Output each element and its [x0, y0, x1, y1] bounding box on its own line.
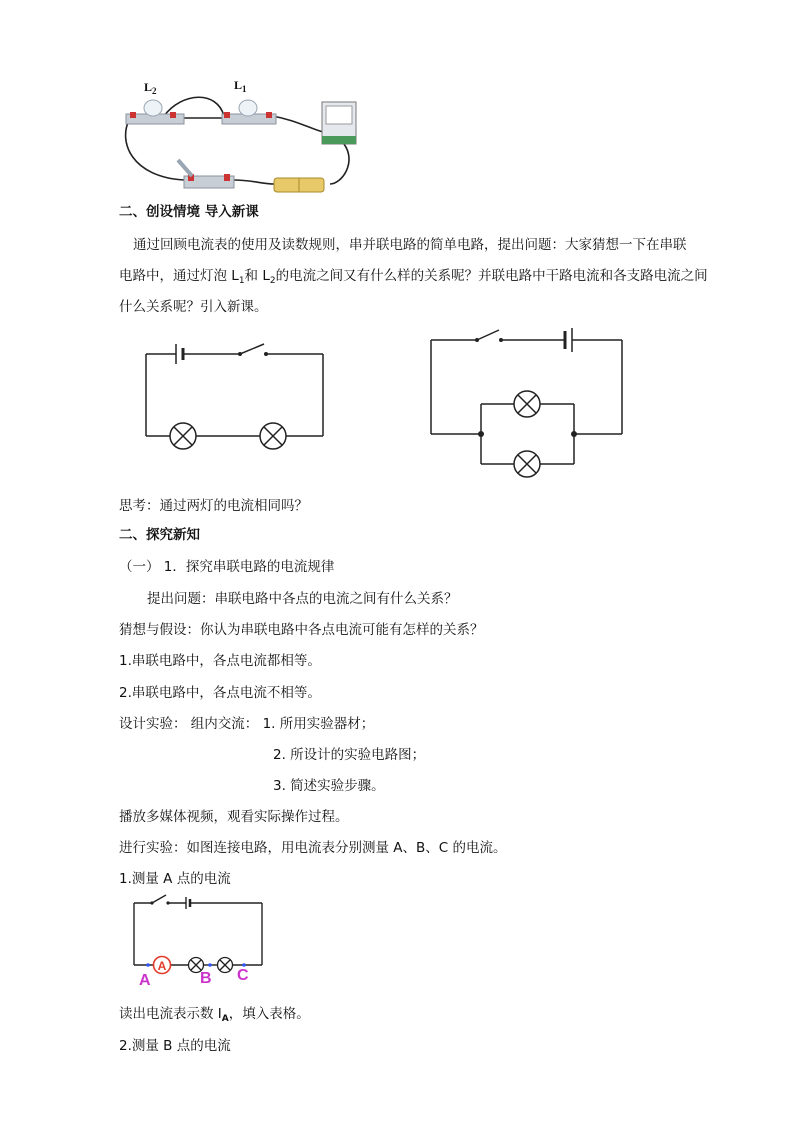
para-line2-part-c: 的电流之间又有什么样的关系呢？并联电路中干路电流和各支路电流之间: [275, 268, 708, 284]
design-step-2: 2. 所设计的实验电路图；: [273, 747, 426, 763]
label-l2: [144, 80, 157, 96]
para-line2-part-a: 电路中，通过灯泡 L: [119, 268, 239, 284]
lamp-symbol-6: [218, 958, 233, 973]
circuit-photo: [112, 72, 362, 200]
read-a-end: ，填入表格。: [228, 1006, 310, 1022]
lamp-symbol-3: [514, 391, 540, 417]
para-line2-sub1: 1: [238, 276, 245, 286]
section1-heading: 二、创设情境 导入新课: [119, 204, 259, 220]
point-a-label: A: [139, 972, 151, 989]
para-line2-sub2: 2: [269, 276, 276, 286]
section2-item1: （一） 1．探究串联电路的电流规律: [119, 559, 335, 575]
ammeter-letter: A: [157, 959, 167, 973]
section1-para-line2: [119, 267, 708, 290]
label-l2-sub: 2: [152, 86, 157, 96]
hypothesis-1: 1.串联电路中，各点电流都相等。: [119, 653, 321, 669]
point-c-label: C: [237, 967, 249, 984]
label-l1-letter: L: [234, 78, 243, 92]
lamp-symbol-4: [514, 451, 540, 477]
section2-guess: 猜想与假设：你认为串联电路中各点电流可能有怎样的关系？: [119, 622, 484, 638]
label-l2-letter: L: [144, 80, 153, 94]
section1-para-line3: 什么关系呢？引入新课。: [119, 299, 268, 315]
hypothesis-2: 2.串联电路中，各点电流不相等。: [119, 685, 321, 701]
series-circuit-diagram: [140, 338, 330, 463]
section2-question: 提出问题：串联电路中各点的电流之间有什么关系？: [147, 591, 458, 607]
lamp-symbol-2: [260, 423, 286, 449]
measure-b-heading: 2.测量 B 点的电流: [119, 1038, 231, 1054]
read-ammeter-a: [119, 1005, 310, 1028]
para-line2-part-b: 和 L: [244, 268, 270, 284]
measure-a-heading: 1.测量 A 点的电流: [119, 871, 231, 887]
play-video: 播放多媒体视频，观看实际操作过程。: [119, 809, 349, 825]
read-a-sub: A: [221, 1014, 229, 1024]
section1-para-line1: 通过回顾电流表的使用及读数规则，串并联电路的简单电路，提出问题：大家猜想一下在串联: [133, 237, 687, 253]
point-b-label: B: [200, 970, 212, 987]
parallel-circuit-diagram: [425, 328, 630, 468]
conduct-experiment: 进行实验：如图连接电路，用电流表分别测量 A、B、C 的电流。: [119, 840, 507, 856]
think-question: 思考：通过两灯的电流相同吗？: [119, 498, 308, 514]
label-l1-sub: 1: [242, 84, 247, 94]
design-step-3: 3. 简述实验步骤。: [273, 778, 385, 794]
design-experiment: 设计实验： 组内交流： 1. 所用实验器材；: [119, 716, 375, 732]
lamp-symbol-1: [170, 423, 196, 449]
label-l1: [234, 78, 247, 94]
ammeter-symbol: [154, 957, 171, 974]
ammeter-circuit-diagram: [128, 893, 268, 988]
read-a-text: 读出电流表示数 I: [119, 1006, 222, 1022]
section2-heading: 二、探究新知: [119, 527, 200, 543]
